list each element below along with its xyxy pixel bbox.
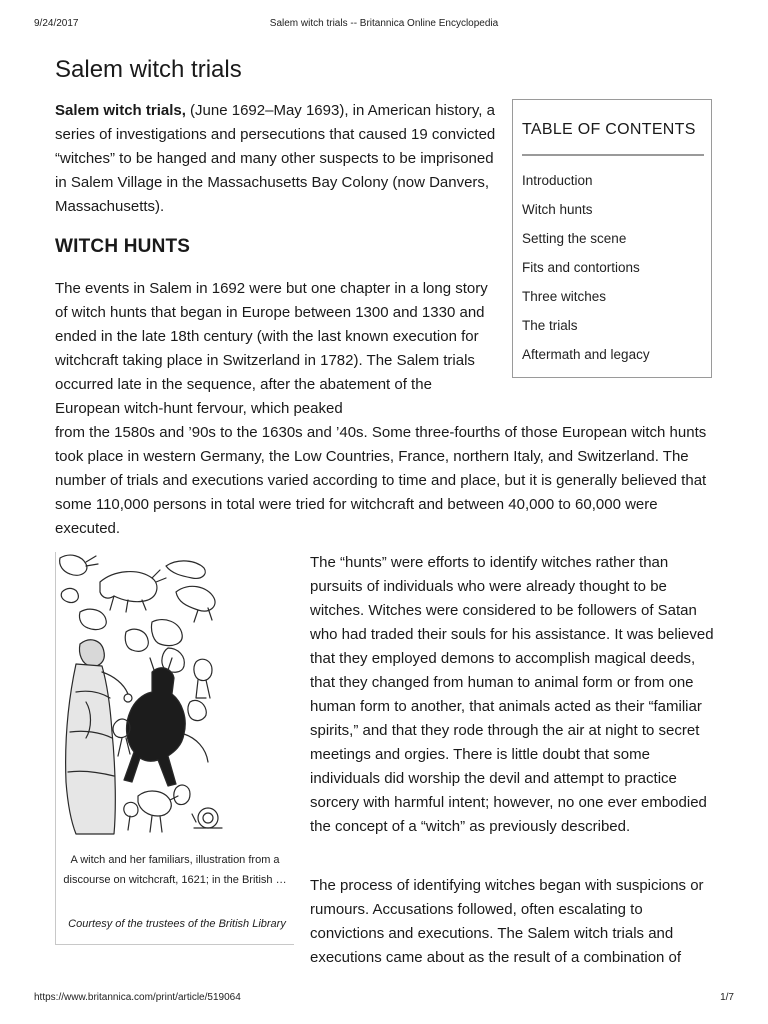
intro-term: Salem witch trials, — [55, 102, 186, 119]
print-header — [34, 18, 734, 32]
witch-hunts-paragraph-part2: from the 1580s and ’90s to the 1630s and ’40s. Some three-fourths of those European witch hunts took place in western Germany, the Low Countries, France, northern Italy, and Switzerland. The number of trials and executions varied according to time and place, but it is generally believed that some 110,000 persons in total were tried for witchcraft and between 40,000 to 60,000 were executed. — [55, 424, 707, 537]
print-url: https://www.britannica.com/print/article/519064 — [34, 992, 241, 1003]
witch-identification-paragraph: The process of identifying witches began with suspicions or rumours. Accusations followed, often escalating to convictions and executions. The Salem witch trials and executions came about as the result of a combination of — [310, 877, 704, 966]
toc-divider — [522, 154, 704, 156]
hunts-definition-paragraph: The “hunts” were efforts to identify witches rather than pursuits of individuals who were already thought to be witches. Witches were considered to be followers of Satan who had traded their souls for his assistance. It was believed that they employed demons to accomplish magical deeds, that they changed from human to animal form or from one human form to another, that animals acted as their “familiar spirits,” and that they rode through the air at night to secret meetings and orgies. There is little doubt that some individuals did worship the devil and attempt to practice sorcery with harmful intent; however, no one ever embodied the concept of a “witch” as previously described. — [310, 554, 714, 835]
figure — [55, 552, 294, 945]
page-title: Salem witch trials — [55, 56, 242, 83]
toc-title: TABLE OF CONTENTS — [522, 121, 696, 138]
witch-illustration[interactable] — [56, 552, 224, 842]
print-footer — [34, 992, 734, 1006]
witch-hunts-paragraph-part1: The events in Salem in 1692 were but one chapter in a long story of witch hunts that began in Europe between 1300 and 1330 and ended in the late 18th century (with the last known execution for witchcraft taking place in Switzerland in 1782). The Salem trials occurred late in the sequence, after the abatement of the European witch-hunt fervour, which peaked — [55, 280, 488, 417]
toc-list — [522, 166, 650, 369]
toc-item-three-witches[interactable]: Three witches — [522, 289, 607, 304]
intro-text: (June 1692–May 1693), in American history, a series of investigations and persecutions that caused 19 convicted “witches” to be hanged and many other suspects to be imprisoned in Salem Village in the Massachusetts Bay Colony (now Danvers, Massachusetts). — [55, 102, 496, 215]
toc-item-witch-hunts[interactable]: Witch hunts — [522, 202, 593, 217]
toc-item-introduction[interactable]: Introduction — [522, 173, 593, 188]
section-heading-witch-hunts: WITCH HUNTS — [55, 236, 191, 257]
print-date: 9/24/2017 — [34, 18, 79, 29]
figure-caption: A witch and her familiars, illustration from a discourse on witchcraft, 1621; in the British … — [63, 854, 287, 886]
table-of-contents — [512, 99, 712, 378]
toc-item-fits-and-contortions[interactable]: Fits and contortions — [522, 260, 640, 275]
print-document-title: Salem witch trials -- Britannica Online Encyclopedia — [269, 18, 499, 29]
figure-credit: Courtesy of the trustees of the British Library — [68, 918, 286, 930]
intro-paragraph — [55, 99, 500, 219]
page-number: 1/7 — [720, 992, 734, 1003]
toc-item-aftermath-and-legacy[interactable]: Aftermath and legacy — [522, 347, 650, 362]
toc-item-the-trials[interactable]: The trials — [522, 318, 578, 333]
toc-item-setting-the-scene[interactable]: Setting the scene — [522, 231, 627, 246]
